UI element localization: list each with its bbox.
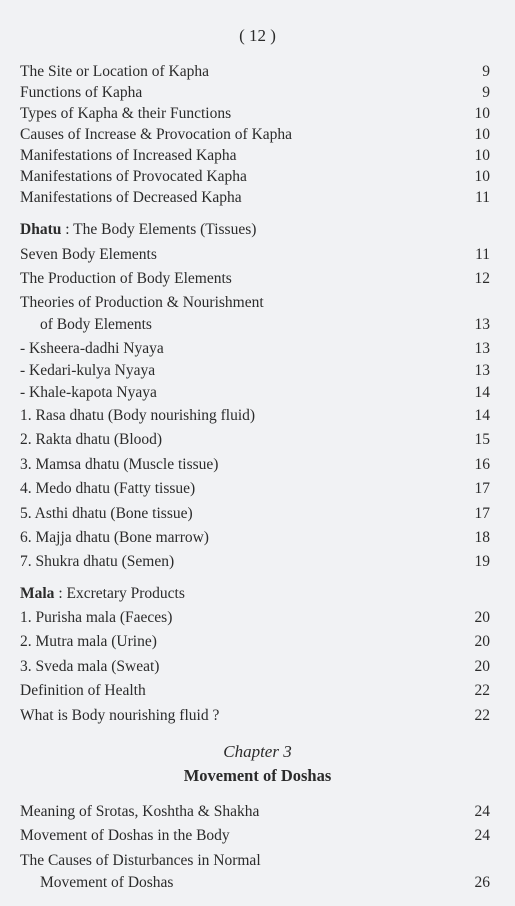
entry-title: 1. Rasa dhatu (Body nourishing fluid) [20,407,256,424]
toc-entry [20,633,490,651]
entry-page: 10 [474,126,490,143]
entry-title: Meaning of Srotas, Koshtha & Shakha [20,803,260,820]
toc-entry [20,505,490,523]
entry-page: 14 [474,384,490,401]
toc-entry [20,294,490,312]
toc-entry [20,658,490,676]
toc-entry [20,407,490,425]
entry-page: 10 [474,105,490,122]
toc-entry [20,246,490,264]
entry-title: The Causes of Disturbances in Normal [20,852,261,869]
heading-rest: : The Body Elements (Tissues) [61,221,257,238]
entry-page: 17 [474,480,490,497]
entry-page: 16 [474,456,490,473]
toc-entry [20,84,490,102]
section-heading-mala [20,585,490,603]
entry-title: Types of Kapha & their Functions [20,105,232,122]
entry-page: 20 [474,658,490,675]
entry-page: 11 [475,189,490,206]
entry-page: 9 [482,84,490,101]
toc-entry [20,362,490,380]
entry-page: 22 [474,707,490,724]
toc-entry [20,609,490,627]
toc-entry [20,827,490,845]
toc-entry [20,874,490,892]
toc-entry [20,147,490,165]
entry-title: 3. Mamsa dhatu (Muscle tissue) [20,456,219,473]
entry-title: Definition of Health [20,682,146,699]
page-number: ( 12 ) [239,26,276,45]
toc-entry [20,803,490,821]
entry-page: 10 [474,168,490,185]
entry-page: 22 [474,682,490,699]
entry-page: 15 [474,431,490,448]
entry-title: - Khale-kapota Nyaya [20,384,157,401]
entry-title: Movement of Doshas [40,874,174,891]
toc-entry [20,852,490,870]
entry-page: 12 [474,270,490,287]
toc-entry [20,63,490,81]
entry-title: 4. Medo dhatu (Fatty tissue) [20,480,196,497]
heading-bold: Mala [20,585,55,602]
section-heading-dhatu [20,221,490,239]
entry-page: 9 [482,63,490,80]
entry-page: 13 [474,362,490,379]
entry-title: 2. Rakta dhatu (Blood) [20,431,163,448]
toc-entry [20,456,490,474]
entry-page: 17 [474,505,490,522]
entry-page: 13 [474,340,490,357]
toc-entry [20,189,490,207]
entry-title: 3. Sveda mala (Sweat) [20,658,160,675]
entry-title: Causes of Increase & Provocation of Kapha [20,126,293,143]
heading-rest: : Excretary Products [54,585,185,602]
entry-page: 11 [475,246,490,263]
chapter-label: Chapter 3 [223,742,292,761]
toc-entry [20,431,490,449]
entry-title: 5. Asthi dhatu (Bone tissue) [20,505,193,522]
entry-title: - Ksheera-dadhi Nyaya [20,340,164,357]
toc-entry [20,126,490,144]
toc-entry [20,707,490,725]
entry-title: Theories of Production & Nourishment [20,294,264,311]
entry-title: 6. Majja dhatu (Bone marrow) [20,529,209,546]
entry-title: The Site or Location of Kapha [20,63,209,80]
toc-entry [20,168,490,186]
entry-title: - Kedari-kulya Nyaya [20,362,156,379]
toc-entry [20,384,490,402]
entry-page: 24 [474,827,490,844]
toc-entry [20,316,490,334]
entry-page: 14 [474,407,490,424]
chapter-title: Movement of Doshas [183,766,332,785]
entry-page: 13 [474,316,490,333]
toc-entry [20,270,490,288]
entry-page: 18 [474,529,490,546]
entry-page: 19 [474,553,490,570]
entry-title: Manifestations of Decreased Kapha [20,189,242,206]
entry-title: What is Body nourishing fluid ? [20,707,220,724]
entry-page: 10 [474,147,490,164]
entry-title: Functions of Kapha [20,84,143,101]
toc-entry [20,682,490,700]
toc-entry [20,529,490,547]
entry-title: 2. Mutra mala (Urine) [20,633,157,650]
toc-entry [20,480,490,498]
entry-title: 1. Purisha mala (Faeces) [20,609,173,626]
entry-title: Movement of Doshas in the Body [20,827,230,844]
entry-title: Seven Body Elements [20,246,157,263]
toc-entry [20,553,490,571]
entry-page: 26 [474,874,490,891]
toc-entry [20,340,490,358]
entry-title: The Production of Body Elements [20,270,232,287]
entry-title: Manifestations of Provocated Kapha [20,168,247,185]
entry-title: Manifestations of Increased Kapha [20,147,237,164]
heading-bold: Dhatu [20,221,62,238]
entry-page: 20 [474,633,490,650]
entry-title: 7. Shukra dhatu (Semen) [20,553,175,570]
entry-page: 24 [474,803,490,820]
toc-entry [20,105,490,123]
entry-page: 20 [474,609,490,626]
entry-title: of Body Elements [40,316,152,333]
